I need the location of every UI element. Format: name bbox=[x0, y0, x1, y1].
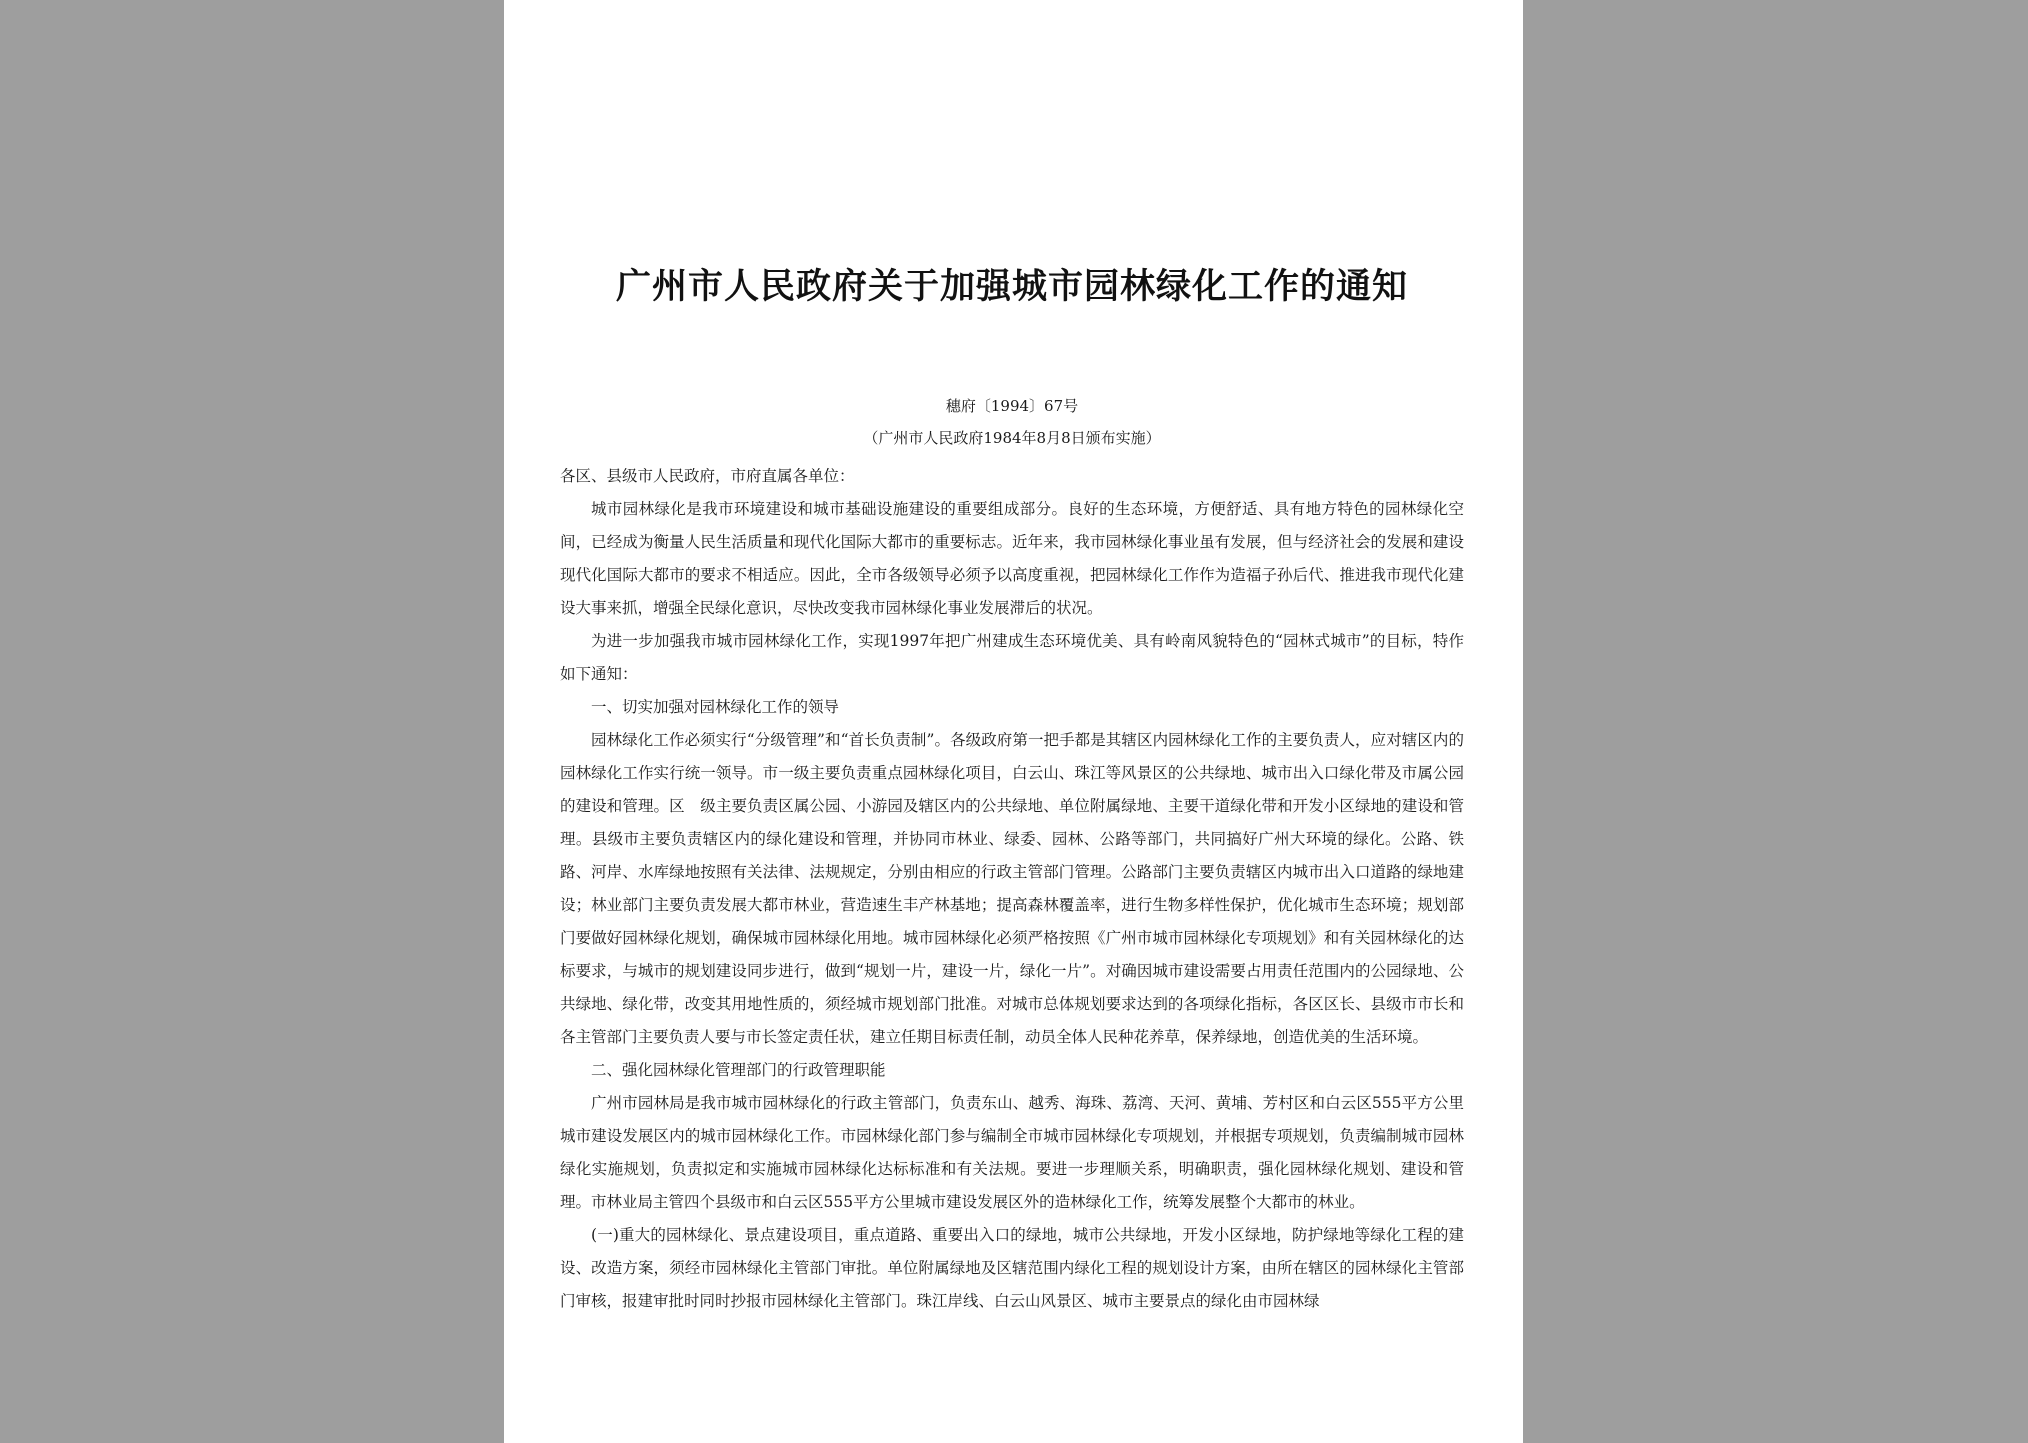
document-number: 穗府〔1994〕67号 bbox=[945, 397, 1079, 415]
paragraph: 园林绿化工作必须实行“分级管理”和“首长负责制”。各级政府第一把手都是其辖区内园林绿化工作的主要负责人，应对辖区内的园林绿化工作实行统一领导。市一级主要负责重点园林绿化项目，白云山、珠江等风景区的公共绿地、城市出入口绿化带及市属公园的建设和管理。区 级主要负责区属公园、小游园及辖区内的公共绿地、单位附属绿地、主要干道绿化带和开发小区绿地的建设和管理。县级市主要负责辖区内的绿化建设和管理，并协同市林业、绿委、园林、公路等部门，共同搞好广州大环境的绿化。公路、铁路、河岸、水库绿地按照有关法律、法规规定，分别由相应的行政主管部门管理。公路部门主要负责辖区内城市出入口道路的绿地建设；林业部门主要负责发展大都市林业，营造速生丰产林基地；提高森林覆盖率，进行生物多样性保护，优化城市生态环境；规划部门要做好园林绿化规划，确保城市园林绿化用地。城市园林绿化必须严格按照《广州市城市园林绿化专项规划》和有关园林绿化的达标要求，与城市的规划建设同步进行，做到“规划一片，建设一片，绿化一片”。对确因城市建设需要占用责任范围内的公园绿地、公共绿地、绿化带，改变其用地性质的，须经城市规划部门批准。对城市总体规划要求达到的各项绿化指标，各区区长、县级市市长和各主管部门主要负责人要与市长签定责任状，建立任期目标责任制，动员全体人民种花养草，保养绿地，创造优美的生活环境。 bbox=[560, 731, 1464, 1046]
section-heading: 一、切实加强对园林绿化工作的领导 bbox=[591, 698, 840, 716]
section-heading: 二、强化园林绿化管理部门的行政管理职能 bbox=[591, 1061, 886, 1079]
issue-note: （广州市人民政府1984年8月8日颁布实施） bbox=[863, 429, 1161, 447]
paragraph: (一)重大的园林绿化、景点建设项目，重点道路、重要出入口的绿地，城市公共绿地，开发小区绿地，防护绿地等绿化工程的建设、改造方案，须经市园林绿化主管部门审批。单位附属绿地及区辖范围内绿化工程的规划设计方案，由所在辖区的园林绿化主管部门审核，报建审批时同时抄报市园林绿化主管部门。珠江岸线、白云山风景区、城市主要景点的绿化由市园林绿 bbox=[560, 1226, 1464, 1310]
paragraph: 为进一步加强我市城市园林绿化工作，实现1997年把广州建成生态环境优美、具有岭南风貌特色的“园林式城市”的目标，特作如下通知： bbox=[560, 632, 1464, 683]
document-body bbox=[560, 460, 1464, 1318]
paragraph: 广州市园林局是我市城市园林绿化的行政主管部门，负责东山、越秀、海珠、荔湾、天河、黄埔、芳村区和白云区555平方公里城市建设发展区内的城市园林绿化工作。市园林绿化部门参与编制全市城市园林绿化专项规划，并根据专项规划，负责编制城市园林绿化实施规划，负责拟定和实施城市园林绿化达标标准和有关法规。要进一步理顺关系，明确职责，强化园林绿化规划、建设和管理。市林业局主管四个县级市和白云区555平方公里城市建设发展区外的造林绿化工作，统筹发展整个大都市的林业。 bbox=[560, 1094, 1464, 1211]
document-page bbox=[504, 0, 1523, 1443]
salutation: 各区、县级市人民政府，市府直属各单位： bbox=[560, 467, 855, 485]
paragraph: 城市园林绿化是我市环境建设和城市基础设施建设的重要组成部分。良好的生态环境，方便舒适、具有地方特色的园林绿化空间，已经成为衡量人民生活质量和现代化国际大都市的重要标志。近年来，我市园林绿化事业虽有发展，但与经济社会的发展和建设现代化国际大都市的要求不相适应。因此，全市各级领导必须予以高度重视，把园林绿化工作作为造福子孙后代、推进我市现代化建设大事来抓，增强全民绿化意识，尽快改变我市园林绿化事业发展滞后的状况。 bbox=[560, 500, 1464, 617]
document-title: 广州市人民政府关于加强城市园林绿化工作的通知 bbox=[615, 266, 1408, 307]
